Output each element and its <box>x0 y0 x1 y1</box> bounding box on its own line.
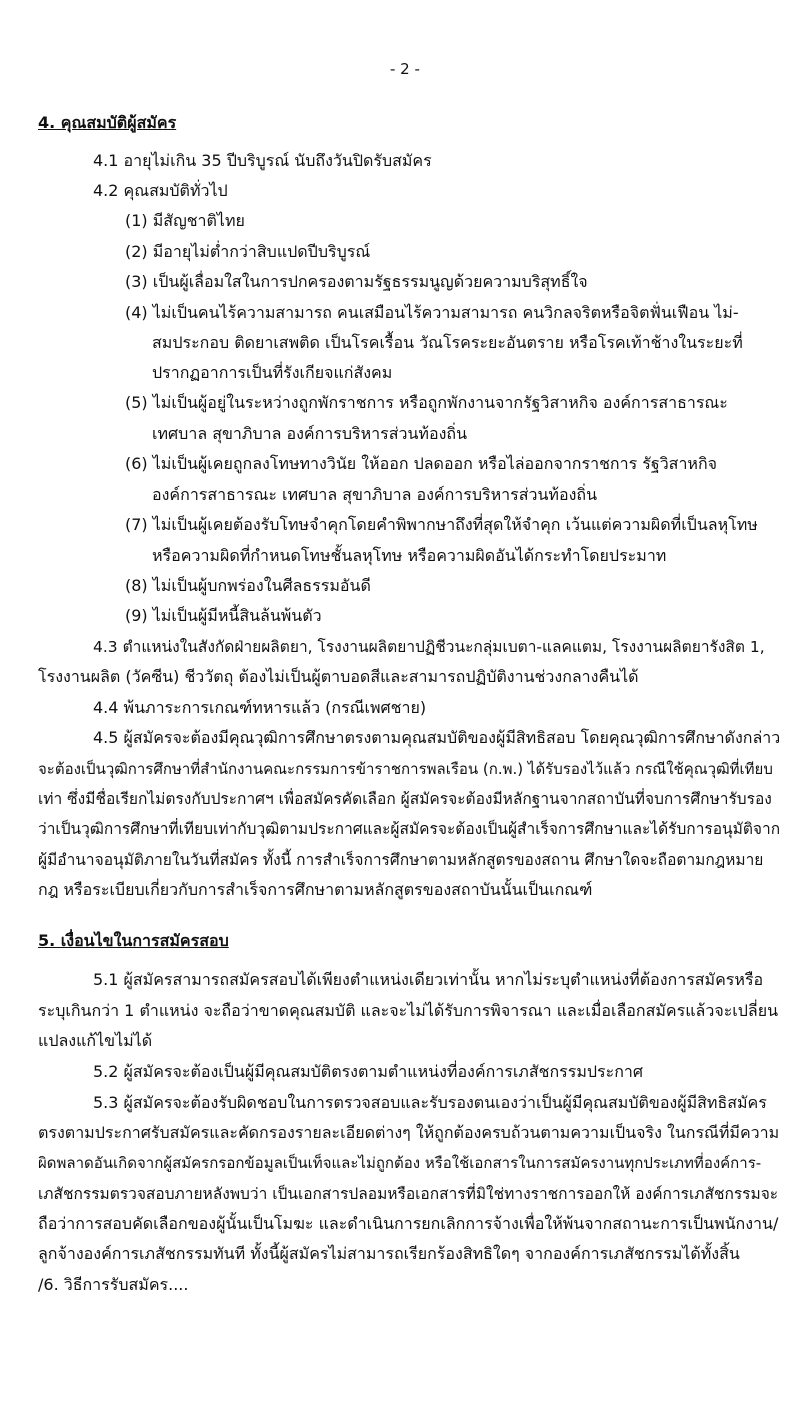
item-5-1-cont: ระบุเกินกว่า 1 ตำแหน่ง จะถือว่าขาดคุณสมบัติ และจะไม่ได้รับการพิจารณา และเมื่อเลือกสมัครแล้วจะเปลี่ยน <box>38 1001 779 1020</box>
item-4-2-9: (9) ไม่เป็นผู้มีหนี้สินล้นพ้นตัว <box>125 606 322 625</box>
item-4-5-cont: เท่า ซึ่งมีชื่อเรียกไม่ตรงกับประกาศฯ เพื่อสมัครคัดเลือก ผู้สมัครจะต้องมีหลักฐานจากสถาบันที่จบการศึกษารับรอง <box>38 790 772 808</box>
section-4-heading: 4. คุณสมบัติผู้สมัคร <box>38 113 177 132</box>
item-4-2-8: (8) ไม่เป็นผู้บกพร่องในศีลธรรมอันดี <box>125 576 371 595</box>
item-5-1: 5.1 ผู้สมัครสามารถสมัครสอบได้เพียงตำแหน่งเดียวเท่านั้น หากไม่ระบุตำแหน่งที่ต้องการสมัครหรือ <box>93 970 764 989</box>
item-4-3-cont: โรงงานผลิต (วัคซีน) ชีววัตถุ ต้องไม่เป็นผู้ตาบอดสีและสามารถปฏิบัติงานช่วงกลางคืนได้ <box>38 667 639 686</box>
item-4-3: 4.3 ตำแหน่งในสังกัดฝ่ายผลิตยา, โรงงานผลิตยาปฏิชีวนะกลุ่มเบตา-แลคแตม, โรงงานผลิตยารังสิต 1, <box>93 638 765 656</box>
item-5-3-cont: ถือว่าการสอบคัดเลือกของผู้นั้นเป็นโมฆะ และดำเนินการยกเลิกการจ้างเพื่อให้พ้นจากสถานะการเป็นพนักงาน/ <box>38 1214 779 1233</box>
item-5-3-cont: ตรงตามประกาศรับสมัครและคัดกรองรายละเอียดต่างๆ ให้ถูกต้องครบถ้วนตามความเป็นจริง ในกรณีที่มีความ <box>38 1123 780 1142</box>
item-4-2-1: (1) มีสัญชาติไทย <box>125 211 245 230</box>
item-4-2-2: (2) มีอายุไม่ต่ำกว่าสิบแปดปีบริบูรณ์ <box>125 242 371 261</box>
item-4-5-cont: ผู้มีอำนาจอนุมัติภายในวันที่สมัคร ทั้งนี้ การสำเร็จการศึกษาตามหลักสูตรของสถาน ศึกษาใดจะถือตามกฎหมาย <box>38 851 764 869</box>
item-4-2-4-cont: สมประกอบ ติดยาเสพติด เป็นโรคเรื้อน วัณโรคระยะอันตราย หรือโรคเท้าช้างในระยะที่ <box>152 333 743 352</box>
item-5-3-cont: เภสัชกรรมตรวจสอบภายหลังพบว่า เป็นเอกสารปลอมหรือเอกสารที่มิใช่ทางราชการออกให้ องค์การเภสัชกรรมจะ <box>38 1185 779 1203</box>
item-4-2-7: (7) ไม่เป็นผู้เคยต้องรับโทษจำคุกโดยคำพิพากษาถึงที่สุดให้จำคุก เว้นแต่ความผิดที่เป็นลหุโทษ <box>125 515 758 534</box>
item-5-3-cont: /6. วิธีการรับสมัคร.... <box>38 1275 189 1294</box>
item-5-2: 5.2 ผู้สมัครจะต้องเป็นผู้มีคุณสมบัติตรงตามตำแหน่งที่องค์การเภสัชกรรมประกาศ <box>93 1062 644 1081</box>
item-4-1: 4.1 อายุไม่เกิน 35 ปีบริบูรณ์ นับถึงวันปิดรับสมัคร <box>93 151 432 170</box>
item-4-5-cont: ว่าเป็นวุฒิการศึกษาที่เทียบเท่ากับวุฒิตามประกาศและผู้สมัครจะต้องเป็นผู้สำเร็จการศึกษาและได้รับการอนุมัติจาก <box>38 820 781 838</box>
item-5-3: 5.3 ผู้สมัครจะต้องรับผิดชอบในการตรวจสอบและรับรองตนเองว่าเป็นผู้มีคุณสมบัติของผู้มีสิทธิสมัคร <box>93 1093 767 1112</box>
item-4-2-6: (6) ไม่เป็นผู้เคยถูกลงโทษทางวินัย ให้ออก ปลดออก หรือไล่ออกจากราชการ รัฐวิสาหกิจ <box>125 454 718 473</box>
item-5-3-cont: ผิดพลาดอันเกิดจากผู้สมัครกรอกข้อมูลเป็นเท็จและไม่ถูกต้อง หรือใช้เอกสารในการสมัครงานทุกประเภทที่องค์การ- <box>38 1154 762 1172</box>
item-4-2-4-cont: ปรากฏอาการเป็นที่รังเกียจแก่สังคม <box>152 363 393 382</box>
section-5-heading: 5. เงื่อนไขในการสมัครสอบ <box>38 931 229 950</box>
item-4-5-cont: กฎ หรือระเบียบเกี่ยวกับการสำเร็จการศึกษาตามหลักสูตรของสถาบันนั้นเป็นเกณฑ์ <box>38 880 593 899</box>
item-4-5: 4.5 ผู้สมัครจะต้องมีคุณวุฒิการศึกษาตรงตามคุณสมบัติของผู้มีสิทธิสอบ โดยคุณวุฒิการศึกษาดังกล่าว <box>93 728 781 747</box>
item-4-2-6-cont: องค์การสาธารณะ เทศบาล สุขาภิบาล องค์การบริหารส่วนท้องถิ่น <box>152 485 598 504</box>
page-number: - 2 - <box>390 60 420 78</box>
item-4-5-cont: จะต้องเป็นวุฒิการศึกษาที่สำนักงานคณะกรรมการข้าราชการพลเรือน (ก.พ.) ได้รับรองไว้แล้ว กรณีใช้คุณวุฒิที่เทียบ <box>38 760 773 778</box>
item-5-1-cont: แปลงแก้ไขไม่ได้ <box>38 1031 153 1050</box>
item-4-2-4: (4) ไม่เป็นคนไร้ความสามารถ คนเสมือนไร้ความสามารถ คนวิกลจริตหรือจิตฟั่นเฟือน ไม่- <box>125 303 739 322</box>
item-4-2-3: (3) เป็นผู้เลื่อมใสในการปกครองตามรัฐธรรมนูญด้วยความบริสุทธิ์ใจ <box>125 272 588 291</box>
item-4-4: 4.4 พ้นภาระการเกณฑ์ทหารแล้ว (กรณีเพศชาย) <box>93 698 427 717</box>
item-5-3-cont: ลูกจ้างองค์การเภสัชกรรมทันที ทั้งนี้ผู้สมัครไม่สามารถเรียกร้องสิทธิใดๆ จากองค์การเภสัชกรรมได้ทั้งสิ้น <box>38 1244 740 1263</box>
item-4-2-5: (5) ไม่เป็นผู้อยู่ในระหว่างถูกพักราชการ หรือถูกพักงานจากรัฐวิสาหกิจ องค์การสาธารณะ <box>125 393 728 412</box>
item-4-2-7-cont: หรือความผิดที่กำหนดโทษชั้นลหุโทษ หรือความผิดอันได้กระทำโดยประมาท <box>152 546 667 565</box>
item-4-2: 4.2 คุณสมบัติทั่วไป <box>93 181 228 200</box>
item-4-2-5-cont: เทศบาล สุขาภิบาล องค์การบริหารส่วนท้องถิ่น <box>152 424 468 443</box>
